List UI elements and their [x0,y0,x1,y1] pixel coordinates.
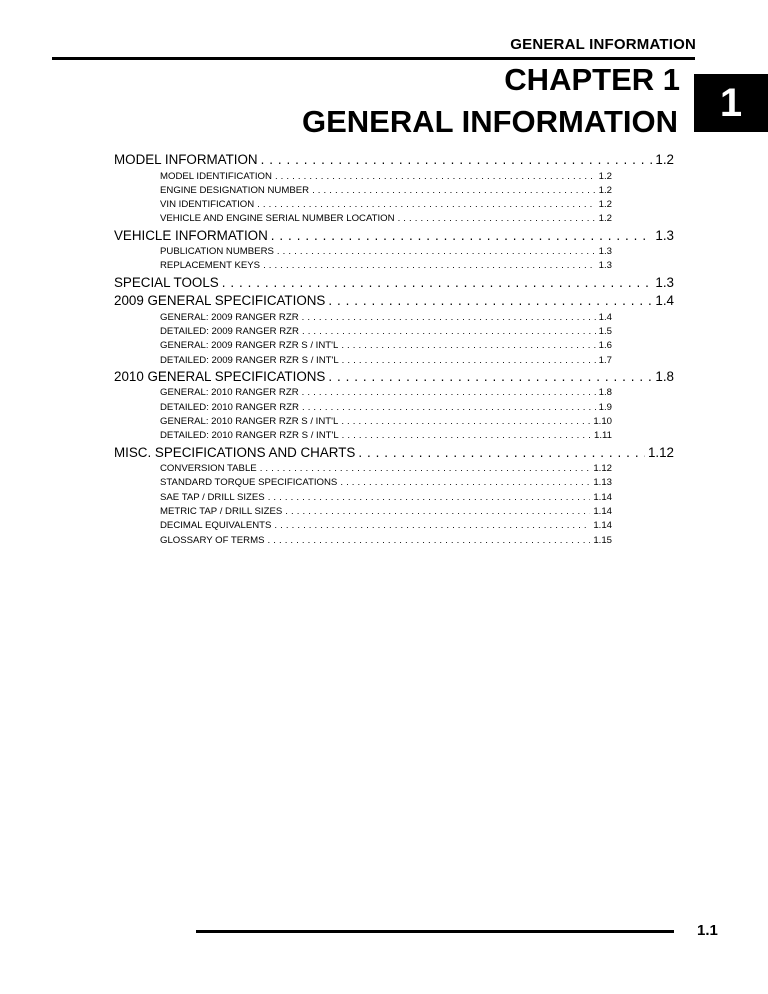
toc-entry-page: 1.2 [598,184,612,196]
toc-entry-page: 1.4 [598,311,612,323]
dot-leader [312,185,596,196]
toc-subsection-entry[interactable] [114,213,612,227]
toc-subsection-entry[interactable] [114,185,612,199]
toc-subsection-entry[interactable] [114,402,612,416]
toc-subsection-entry[interactable] [114,477,612,491]
toc-entry-title: ENGINE DESIGNATION NUMBER [160,184,310,196]
toc-entry-page: 1.10 [593,416,612,428]
toc-section-entry[interactable] [114,445,674,464]
toc-entry-page: 1.15 [593,534,612,546]
toc-entry-page: 1.3 [655,274,674,290]
dot-leader [342,355,596,366]
dot-leader [257,199,595,210]
dot-leader [341,340,595,351]
toc-entry-title: GLOSSARY OF TERMS [160,534,265,546]
toc-entry-page: 1.14 [593,491,612,503]
dot-leader [302,312,596,323]
toc-entry-page: 1.12 [593,463,612,475]
dot-leader [260,463,591,474]
toc-entry-title: METRIC TAP / DRILL SIZES [160,506,283,518]
toc-subsection-entry[interactable] [114,171,612,185]
toc-entry-page: 1.5 [598,326,612,338]
dot-leader [263,260,596,271]
toc-entry-title: MISC. SPECIFICATIONS AND CHARTS [114,444,356,460]
chapter-title: GENERAL INFORMATION [301,104,678,139]
toc-entry-title: DETAILED: 2009 RANGER RZR [160,326,299,338]
toc-entry-title: 2010 GENERAL SPECIFICATIONS [114,368,326,384]
dot-leader [328,369,652,384]
toc-subsection-entry[interactable] [114,430,612,444]
dot-leader [328,293,652,308]
toc-subsection-entry[interactable] [114,340,612,354]
toc-subsection-entry[interactable] [114,312,612,326]
toc-entry-title: VEHICLE AND ENGINE SERIAL NUMBER LOCATION [160,213,395,225]
toc-entry-page: 1.4 [655,293,674,309]
toc-entry-title: GENERAL: 2010 RANGER RZR S / INT'L [160,416,339,428]
toc-subsection-entry[interactable] [114,506,612,520]
toc-entry-title: VEHICLE INFORMATION [114,227,268,243]
toc-entry-title: DETAILED: 2009 RANGER RZR S / INT'L [160,354,339,366]
toc-subsection-entry[interactable] [114,355,612,369]
toc-subsection-entry[interactable] [114,246,612,260]
toc-entry-title: DETAILED: 2010 RANGER RZR [160,401,299,413]
header-rule [52,57,695,60]
chapter-label: CHAPTER 1 [504,62,680,97]
table-of-contents [114,152,674,549]
toc-entry-title: 2009 GENERAL SPECIFICATIONS [114,293,326,309]
toc-entry-page: 1.8 [598,387,612,399]
toc-entry-title: MODEL INFORMATION [114,152,258,167]
toc-section-entry[interactable] [114,369,674,388]
toc-entry-page: 1.2 [655,152,674,167]
toc-entry-page: 1.14 [593,506,612,518]
toc-entry-page: 1.2 [598,170,612,182]
toc-entry-title: MODEL IDENTIFICATION [160,170,272,182]
toc-entry-title: GENERAL: 2009 RANGER RZR [160,311,299,323]
dot-leader [222,275,653,290]
toc-subsection-entry[interactable] [114,416,612,430]
toc-subsection-entry[interactable] [114,260,612,274]
toc-entry-title: GENERAL: 2010 RANGER RZR [160,387,299,399]
dot-leader [268,492,591,503]
toc-entry-page: 1.14 [593,520,612,532]
toc-entry-title: STANDARD TORQUE SPECIFICATIONS [160,477,338,489]
toc-entry-title: REPLACEMENT KEYS [160,260,261,272]
toc-subsection-entry[interactable] [114,520,612,534]
dot-leader [261,152,653,167]
chapter-tab: 1 [694,74,768,132]
footer-rule [196,930,674,933]
dot-leader [358,445,645,460]
toc-entry-page: 1.3 [598,246,612,258]
toc-entry-title: PUBLICATION NUMBERS [160,246,274,258]
toc-entry-page: 1.3 [655,227,674,243]
toc-entry-page: 1.2 [598,199,612,211]
dot-leader [398,213,596,224]
dot-leader [275,171,596,182]
toc-section-entry[interactable] [114,228,674,247]
toc-subsection-entry[interactable] [114,463,612,477]
dot-leader [285,506,590,517]
dot-leader [302,387,596,398]
toc-entry-page: 1.6 [598,340,612,352]
toc-entry-page: 1.13 [593,477,612,489]
dot-leader [271,228,653,243]
dot-leader [340,477,590,488]
toc-entry-title: CONVERSION TABLE [160,463,257,475]
toc-entry-page: 1.3 [598,260,612,272]
toc-entry-title: VIN IDENTIFICATION [160,199,255,211]
dot-leader [277,246,596,257]
dot-leader [274,520,590,531]
toc-entry-title: SPECIAL TOOLS [114,274,219,290]
dot-leader [302,326,596,337]
toc-entry-title: DECIMAL EQUIVALENTS [160,520,272,532]
toc-entry-page: 1.2 [598,213,612,225]
toc-entry-page: 1.12 [647,444,674,460]
dot-leader [342,430,591,441]
toc-entry-page: 1.11 [594,430,612,442]
toc-entry-page: 1.9 [598,401,612,413]
toc-entry-page: 1.7 [598,354,612,366]
dot-leader [268,535,591,546]
dot-leader [302,402,596,413]
toc-subsection-entry[interactable] [114,492,612,506]
toc-section-entry[interactable] [114,275,674,294]
toc-entry-title: GENERAL: 2009 RANGER RZR S / INT'L [160,340,339,352]
toc-subsection-entry[interactable] [114,199,612,213]
toc-entry-title: DETAILED: 2010 RANGER RZR S / INT'L [160,430,339,442]
running-header-title: GENERAL INFORMATION [510,36,696,53]
toc-section-entry[interactable] [114,152,674,171]
dot-leader [341,416,590,427]
toc-entry-page: 1.8 [655,368,674,384]
toc-subsection-entry[interactable] [114,535,612,549]
toc-section-entry[interactable] [114,293,674,312]
toc-entry-title: SAE TAP / DRILL SIZES [160,491,265,503]
page-number: 1.1 [697,922,718,939]
toc-subsection-entry[interactable] [114,326,612,340]
toc-subsection-entry[interactable] [114,387,612,401]
